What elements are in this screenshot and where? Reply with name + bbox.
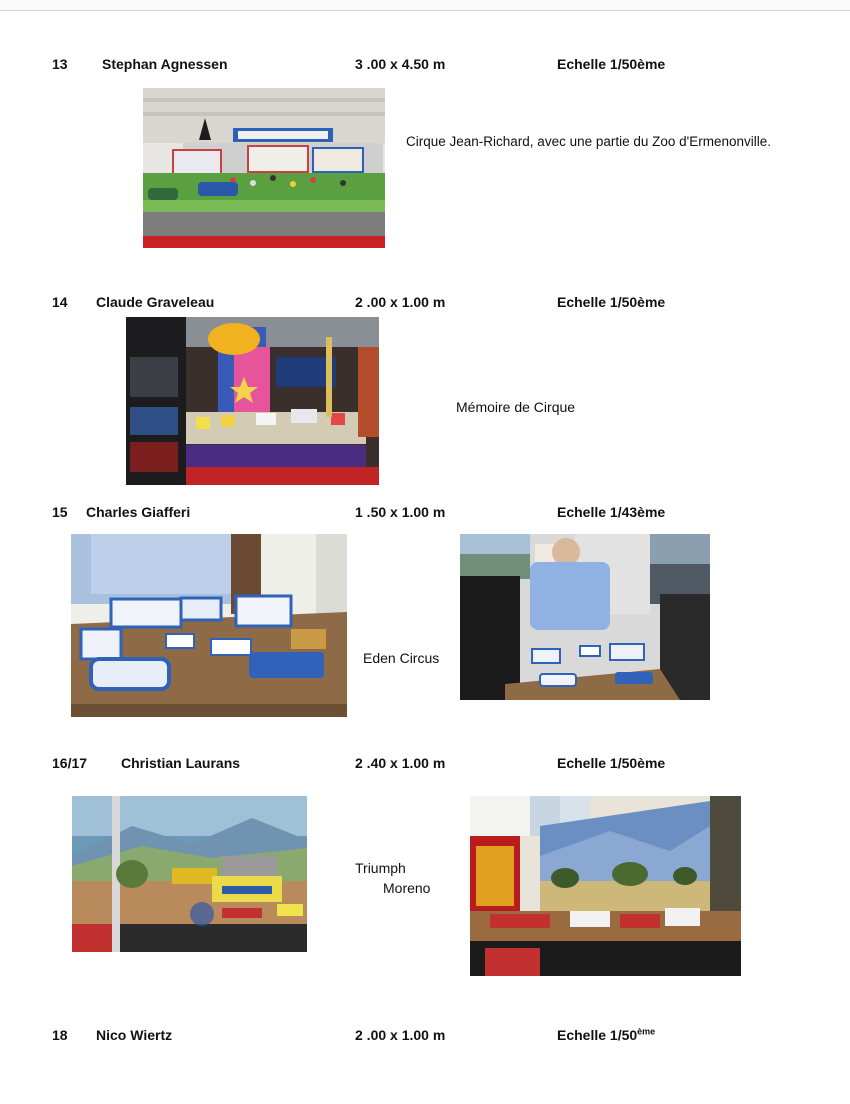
page-top-border xyxy=(0,0,850,11)
entry-scale: Echelle 1/50ème xyxy=(557,755,666,771)
entry-caption: Cirque Jean-Richard, avec une partie du Zoo d'Ermenonville. xyxy=(406,134,772,149)
circus-model-photo xyxy=(143,88,385,248)
entry-scale-base: Echelle 1/50 xyxy=(557,1027,638,1043)
eden-circus-photo-1 xyxy=(71,534,347,717)
entry-dimensions: 3 .00 x 4.50 m xyxy=(355,56,446,72)
eden-circus-photo-2 xyxy=(460,534,710,700)
entry-number: 14 xyxy=(52,294,68,310)
entry-caption-line-1: Triumph xyxy=(355,860,406,876)
entry-number: 18 xyxy=(52,1027,68,1043)
entry-dimensions: 2 .00 x 1.00 m xyxy=(355,294,446,310)
entry-author: Charles Giafferi xyxy=(86,504,191,520)
moreno-photo xyxy=(470,796,741,976)
entry-dimensions: 2 .40 x 1.00 m xyxy=(355,755,446,771)
memoire-de-cirque-photo xyxy=(126,317,379,485)
entry-dimensions: 2 .00 x 1.00 m xyxy=(355,1027,446,1043)
entry-author: Nico Wiertz xyxy=(96,1027,173,1043)
entry-scale xyxy=(557,1027,655,1043)
entry-caption-line-2: Moreno xyxy=(383,880,431,896)
entry-caption: Eden Circus xyxy=(363,650,440,666)
entry-number: 16/17 xyxy=(52,755,88,771)
entry-author: Christian Laurans xyxy=(121,755,241,771)
entry-author: Claude Graveleau xyxy=(96,294,215,310)
entry-scale: Echelle 1/43ème xyxy=(557,504,666,520)
entry-caption: Mémoire de Cirque xyxy=(456,399,576,415)
entry-number: 15 xyxy=(52,504,68,520)
triumph-photo xyxy=(72,796,307,952)
entry-dimensions: 1 .50 x 1.00 m xyxy=(355,504,446,520)
entry-number: 13 xyxy=(52,56,68,72)
entry-scale: Echelle 1/50ème xyxy=(557,294,666,310)
entry-scale-suffix: ème xyxy=(637,1026,656,1037)
entry-scale: Echelle 1/50ème xyxy=(557,56,666,72)
entry-author: Stephan Agnessen xyxy=(102,56,228,72)
